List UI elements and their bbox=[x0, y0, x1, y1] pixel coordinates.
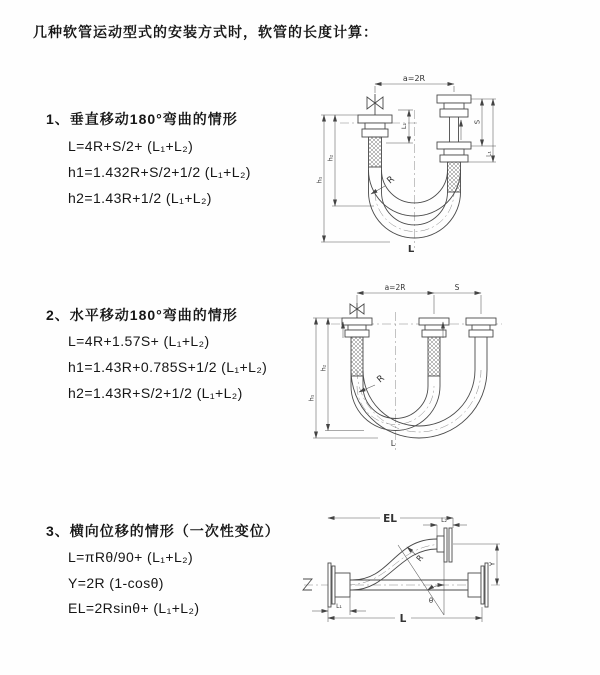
diagram-lateral-displacement bbox=[296, 498, 594, 656]
braided-hose-section bbox=[448, 162, 461, 192]
dim-label-r: R bbox=[414, 553, 426, 564]
dim-label-l2: L₂ bbox=[441, 517, 447, 524]
right-riser-flange-moved bbox=[466, 318, 496, 370]
dimension-s-right bbox=[461, 99, 496, 162]
diagram-vertical-bend bbox=[312, 70, 588, 262]
section-3-formula-Y: Y=2R (1-cosθ) bbox=[68, 575, 164, 591]
dim-label-a2r: a=2R bbox=[402, 74, 426, 83]
dim-label-l: L bbox=[390, 439, 396, 448]
dim-label-h1: h₁ bbox=[315, 176, 324, 184]
dimension-l1 bbox=[312, 597, 366, 615]
valve-icon bbox=[350, 303, 364, 318]
dim-label-a2r: a=2R bbox=[384, 283, 406, 292]
dimension-l bbox=[328, 607, 482, 625]
dim-label-l: L bbox=[399, 613, 407, 625]
dim-label-y: Y bbox=[488, 561, 497, 567]
dim-label-l1-right: L₁ bbox=[485, 151, 493, 157]
dim-label-h2: h₂ bbox=[326, 154, 335, 162]
dim-label-s: S bbox=[454, 283, 460, 292]
right-riser-flange bbox=[437, 95, 471, 192]
page-title: 几种软管运动型式的安装方式时，软管的长度计算： bbox=[33, 24, 378, 40]
radius-callout bbox=[371, 175, 397, 194]
valve-icon bbox=[367, 94, 383, 115]
section-2-formula-h1: h1=1.43R+0.785S+1/2 (L₁+L₂) bbox=[68, 359, 268, 375]
pipe-break-icon bbox=[303, 579, 312, 590]
dim-label-el: EL bbox=[383, 513, 397, 525]
dimension-a2r bbox=[375, 74, 454, 93]
section-2-formula-h2: h2=1.43R+S/2+1/2 (L₁+L₂) bbox=[68, 385, 243, 401]
section-3-formula-L: L=πRθ/90+ (L₁+L₂) bbox=[68, 549, 194, 565]
dim-label-h1: h₁ bbox=[307, 394, 316, 402]
section-2-heading: 2、水平移动180°弯曲的情形 bbox=[46, 307, 238, 323]
braided-hose-section bbox=[351, 337, 363, 376]
diagram-horizontal-bend bbox=[306, 280, 588, 474]
dim-label-h2: h₂ bbox=[319, 364, 328, 372]
dim-label-r: R bbox=[375, 373, 387, 386]
section-3-formula-EL: EL=2Rsinθ+ (L₁+L₂) bbox=[68, 600, 200, 616]
centerlines bbox=[340, 110, 454, 248]
dim-label-l1-left: L₁ bbox=[400, 122, 408, 130]
dim-label-s: S bbox=[473, 119, 482, 125]
dimension-a2r-s bbox=[357, 283, 481, 314]
left-riser-flange bbox=[342, 318, 372, 386]
dimension-el bbox=[328, 513, 453, 528]
dim-label-theta: θ bbox=[428, 597, 434, 605]
dim-label-l: L bbox=[407, 244, 415, 255]
dim-label-r: R bbox=[385, 174, 397, 187]
section-3-heading: 3、横向位移的情形（一次性变位） bbox=[46, 523, 280, 539]
braided-hose-section bbox=[369, 137, 382, 167]
section-2-formula-L: L=4R+1.57S+ (L₁+L₂) bbox=[68, 333, 210, 349]
dim-label-l1: L₁ bbox=[336, 603, 342, 610]
section-1-formula-h2: h2=1.43R+1/2 (L₁+L₂) bbox=[68, 190, 212, 206]
braided-hose-section bbox=[428, 337, 440, 376]
hose-u-bends bbox=[351, 370, 487, 438]
upper-flange bbox=[437, 528, 452, 562]
lower-right-flange bbox=[468, 563, 488, 607]
radius-callout bbox=[407, 547, 425, 563]
section-1-heading: 1、垂直移动180°弯曲的情形 bbox=[46, 111, 238, 127]
section-1-formula-L: L=4R+S/2+ (L₁+L₂) bbox=[68, 138, 194, 154]
middle-riser-flange bbox=[419, 318, 449, 386]
section-1-formula-h1: h1=1.432R+S/2+1/2 (L₁+L₂) bbox=[68, 164, 251, 180]
